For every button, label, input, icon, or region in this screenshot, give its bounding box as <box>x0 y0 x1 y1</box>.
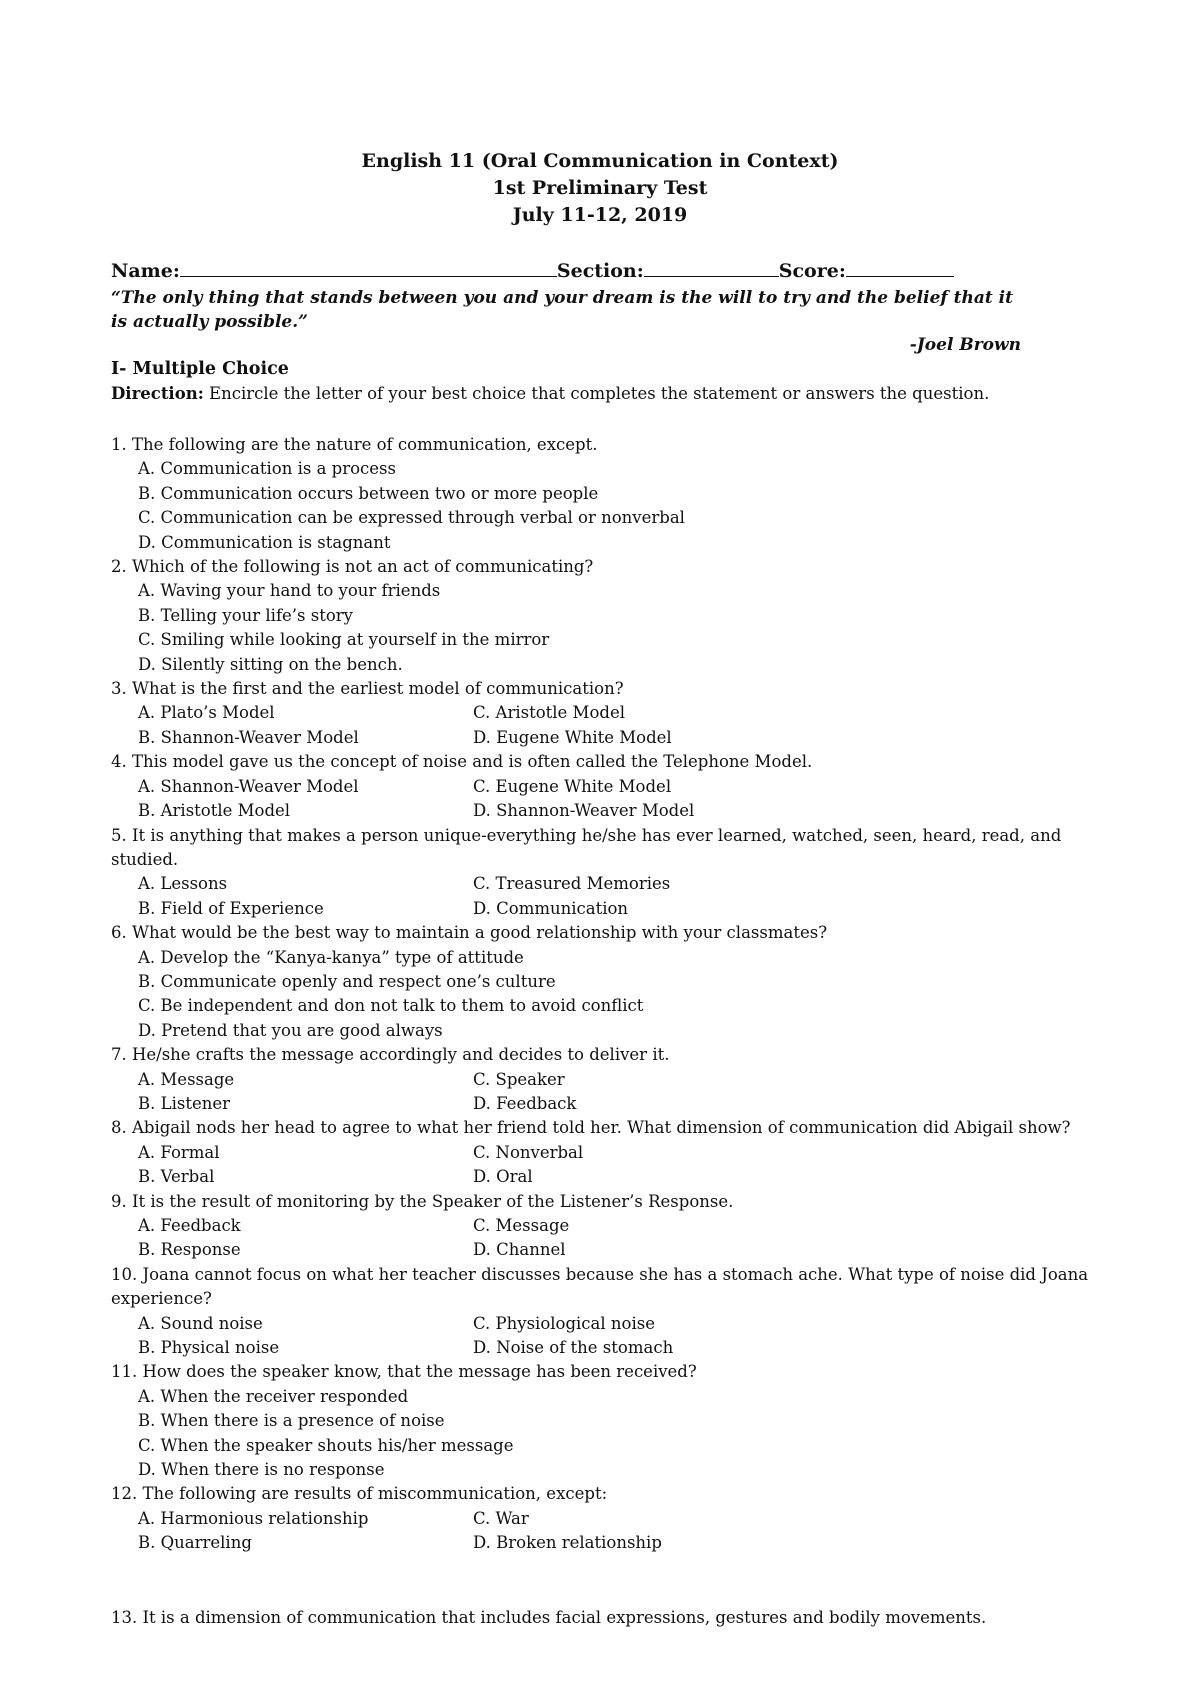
choice-c[interactable]: C. Be independent and don not talk to them to avoid conflict <box>138 996 644 1016</box>
section-title: I- Multiple Choice <box>111 359 289 379</box>
question-text: 7. He/she crafts the message accordingly and decides to deliver it. <box>111 1045 670 1065</box>
choice-c[interactable]: C. Communication can be expressed through verbal or nonverbal <box>138 508 685 528</box>
name-label: Name: <box>111 260 180 282</box>
question <box>111 555 1111 677</box>
choice-c[interactable]: C. When the speaker shouts his/her message <box>138 1435 514 1455</box>
direction <box>111 384 1111 403</box>
choice-d[interactable]: D. Oral <box>473 1167 533 1187</box>
choice-c[interactable]: C. Treasured Memories <box>473 874 671 894</box>
score-label: Score: <box>778 260 846 282</box>
test-date: July 11-12, 2019 <box>512 204 688 226</box>
section-field[interactable] <box>644 258 779 277</box>
choice-a[interactable]: A. Plato’s Model <box>138 703 275 723</box>
question <box>111 1482 1111 1555</box>
choice-d[interactable]: D. Noise of the stomach <box>473 1338 674 1358</box>
choice-a[interactable]: A. Communication is a process <box>138 459 396 479</box>
choice-b[interactable]: B. Response <box>138 1240 241 1260</box>
choice-d[interactable]: D. Shannon-Weaver Model <box>473 801 695 821</box>
question-text: 3. What is the first and the earliest model of communication? <box>111 679 624 699</box>
question <box>111 1043 1111 1116</box>
choice-d[interactable]: D. Feedback <box>473 1093 577 1113</box>
question-text: 8. Abigail nods her head to agree to what her friend told her. What dimension of communication did Abigail show? <box>111 1118 1071 1138</box>
choice-row <box>111 701 1111 725</box>
choice-row <box>111 1336 1111 1360</box>
choice-row <box>111 1165 1111 1189</box>
question <box>111 824 1111 922</box>
choice-d[interactable]: D. Communication is stagnant <box>138 532 391 552</box>
choice-d[interactable]: D. Broken relationship <box>473 1533 662 1553</box>
choice-a[interactable]: A. Shannon-Weaver Model <box>138 776 359 796</box>
direction-text: Encircle the letter of your best choice that completes the statement or answers the question. <box>203 384 990 403</box>
choice-row <box>111 799 1111 823</box>
direction-label: Direction: <box>111 384 204 403</box>
question <box>111 921 1111 1043</box>
choice-c[interactable]: C. War <box>473 1508 529 1528</box>
choice-row <box>111 775 1111 799</box>
choice-b[interactable]: B. Field of Experience <box>138 898 324 918</box>
choice-row <box>111 872 1111 896</box>
question-list <box>111 433 1111 1556</box>
choice-c[interactable]: C. Aristotle Model <box>473 703 625 723</box>
choice-a[interactable]: A. When the receiver responded <box>138 1386 409 1406</box>
choice-row <box>111 1531 1111 1555</box>
choice-c[interactable]: C. Physiological noise <box>473 1313 655 1333</box>
choice-d[interactable]: D. Eugene White Model <box>473 727 672 747</box>
choice-a[interactable]: A. Waving your hand to your friends <box>138 581 441 601</box>
question <box>111 677 1111 750</box>
choice-a[interactable]: A. Message <box>138 1069 235 1089</box>
question <box>111 1263 1111 1361</box>
name-field[interactable] <box>180 258 557 277</box>
choice-b[interactable]: B. Aristotle Model <box>138 801 291 821</box>
question-text: 4. This model gave us the concept of noise and is often called the Telephone Model. <box>111 752 813 772</box>
choice-row <box>111 1214 1111 1238</box>
choice-row <box>111 1238 1111 1262</box>
choice-d[interactable]: D. Silently sitting on the bench. <box>138 654 403 674</box>
choice-row <box>111 1507 1111 1531</box>
test-header <box>0 148 1200 229</box>
choice-d[interactable]: D. When there is no response <box>138 1460 385 1480</box>
choice-c[interactable]: C. Smiling while looking at yourself in the mirror <box>138 630 550 650</box>
choice-b[interactable]: B. When there is a presence of noise <box>138 1411 445 1431</box>
question <box>111 1360 1111 1482</box>
question-13-text: 13. It is a dimension of communication that includes facial expressions, gestures and bodily movements. <box>111 1608 987 1627</box>
question-text: 12. The following are results of miscommunication, except: <box>111 1484 608 1504</box>
quote-author: -Joel Brown <box>909 335 1021 355</box>
question-text: 6. What would be the best way to maintain a good relationship with your classmates? <box>111 923 828 943</box>
section-label: Section: <box>556 260 644 282</box>
choice-a[interactable]: A. Feedback <box>138 1216 241 1235</box>
course-title: English 11 (Oral Communication in Context) <box>361 150 839 172</box>
choice-row <box>111 726 1111 750</box>
choice-b[interactable]: B. Listener <box>138 1093 230 1113</box>
choice-a[interactable]: A. Develop the “Kanya-kanya” type of attitude <box>138 947 524 967</box>
choice-a[interactable]: A. Lessons <box>138 874 228 894</box>
choice-d[interactable]: D. Channel <box>473 1240 566 1260</box>
choice-row <box>111 897 1111 921</box>
choice-b[interactable]: B. Physical noise <box>138 1338 280 1358</box>
question-text: 9. It is the result of monitoring by the Speaker of the Listener’s Response. <box>111 1191 734 1211</box>
choice-b[interactable]: B. Shannon-Weaver Model <box>138 727 359 747</box>
question-text: 11. How does the speaker know, that the message has been received? <box>111 1362 697 1382</box>
choice-c[interactable]: C. Nonverbal <box>473 1142 584 1162</box>
student-info-line <box>111 258 1111 282</box>
choice-b[interactable]: B. Quarreling <box>138 1533 252 1553</box>
choice-b[interactable]: B. Telling your life’s story <box>138 605 354 625</box>
question <box>111 1190 1111 1263</box>
question-text: 5. It is anything that makes a person unique-everything he/she has ever learned, watched, seen, heard, read, and studied. <box>111 825 1062 869</box>
choice-b[interactable]: B. Communication occurs between two or more people <box>138 483 599 503</box>
motivational-quote: “The only thing that stands between you and your dream is the will to try and the belief that it is actually possible.” <box>111 288 1013 332</box>
question <box>111 433 1111 555</box>
question-text: 1. The following are the nature of communication, except. <box>111 435 598 454</box>
question-text: 2. Which of the following is not an act of communicating? <box>111 557 594 577</box>
choice-c[interactable]: C. Message <box>473 1216 570 1235</box>
choice-row <box>111 1141 1111 1165</box>
choice-c[interactable]: C. Eugene White Model <box>473 776 672 796</box>
choice-a[interactable]: A. Formal <box>138 1142 220 1162</box>
choice-b[interactable]: B. Communicate openly and respect one’s culture <box>138 971 556 991</box>
choice-d[interactable]: D. Pretend that you are good always <box>138 1020 443 1040</box>
choice-d[interactable]: D. Communication <box>473 898 629 918</box>
choice-row <box>111 1092 1111 1116</box>
choice-c[interactable]: C. Speaker <box>473 1069 565 1089</box>
question <box>111 750 1111 823</box>
choice-b[interactable]: B. Verbal <box>138 1167 215 1187</box>
question-text: 10. Joana cannot focus on what her teacher discusses because she has a stomach ache. What type of noise did Joana experience? <box>111 1264 1089 1309</box>
question <box>111 1116 1111 1189</box>
choice-row <box>111 1068 1111 1092</box>
choice-a[interactable]: A. Harmonious relationship <box>138 1508 369 1528</box>
choice-a[interactable]: A. Sound noise <box>138 1313 263 1333</box>
score-field[interactable] <box>846 258 954 277</box>
test-title: 1st Preliminary Test <box>492 177 708 199</box>
choice-row <box>111 1312 1111 1336</box>
